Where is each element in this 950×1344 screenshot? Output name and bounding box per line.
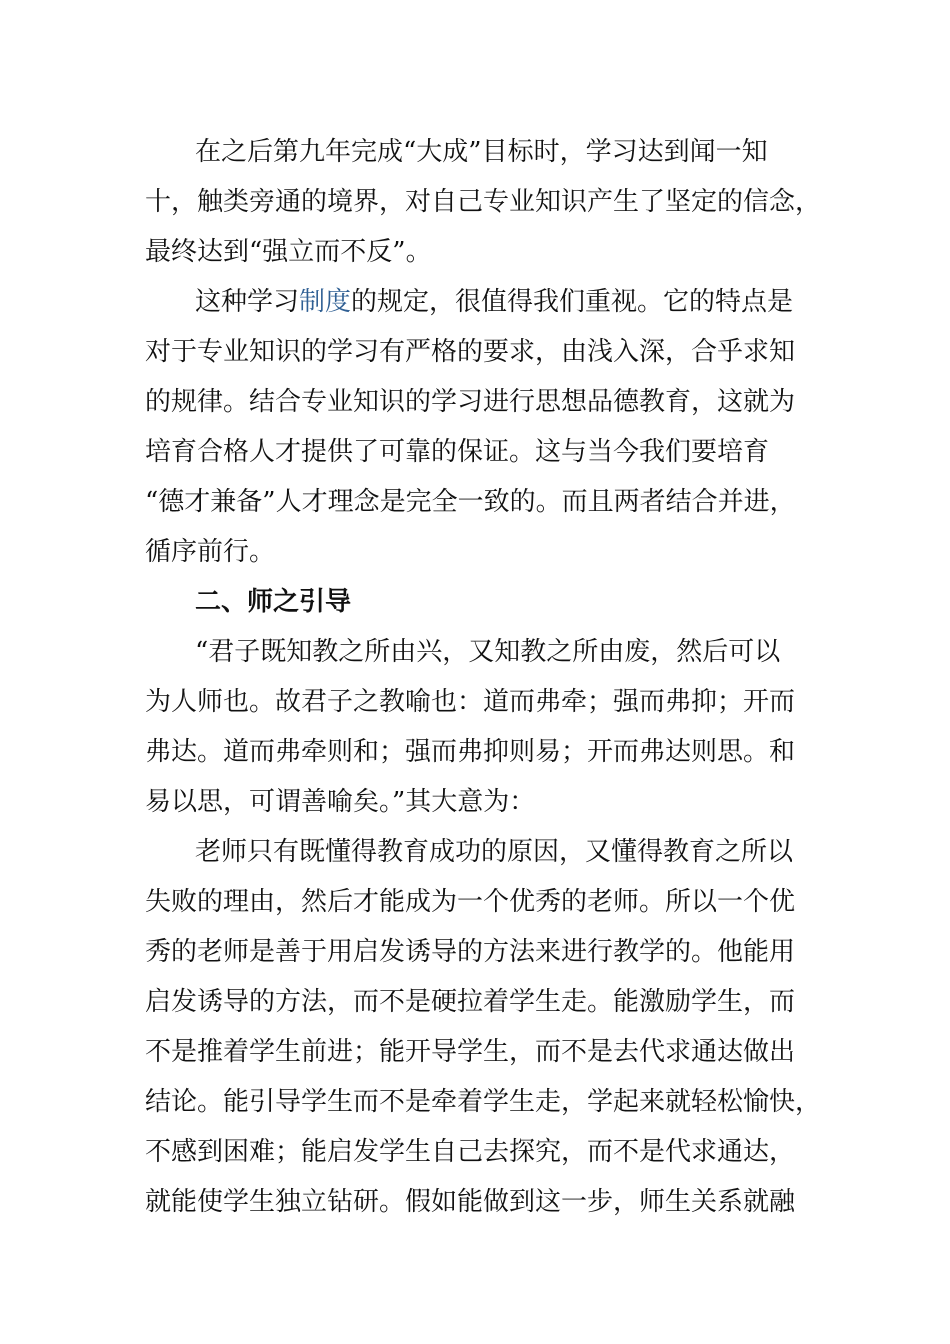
paragraph-4-line-6: 结论。能引导学生而不是牵着学生走，学起来就轻松愉快， bbox=[145, 1087, 822, 1117]
paragraph-4-line-8: 就能使学生独立钻研。假如能做到这一步，师生关系就融 bbox=[145, 1187, 796, 1217]
paragraph-4-line-4: 启发诱导的方法，而不是硬拉着学生走。能激励学生，而 bbox=[145, 987, 796, 1017]
quote-line-1: “君子既知教之所由兴，又知教之所由废，然后可以 bbox=[195, 637, 781, 667]
quote-line-2: 为人师也。故君子之教喻也：道而弗牵；强而弗抑；开而 bbox=[145, 687, 796, 717]
section-heading: 二、师之引导 bbox=[195, 587, 352, 617]
paragraph-4-line-2: 失败的理由，然后才能成为一个优秀的老师。所以一个优 bbox=[145, 887, 796, 917]
paragraph-2-line-2: 对于专业知识的学习有严格的要求，由浅入深，合乎求知 bbox=[145, 337, 796, 367]
paragraph-2-line-6: 循序前行。 bbox=[145, 537, 276, 567]
text-segment: 的规定，很值得我们重视。它的特点是 bbox=[351, 287, 794, 317]
paragraph-1-line-2: 十，触类旁通的境界，对自己专业知识产生了坚定的信念， bbox=[145, 187, 822, 217]
paragraph-4-line-3: 秀的老师是善于用启发诱导的方法来进行教学的。他能用 bbox=[145, 937, 796, 967]
paragraph-2-line-5: “德才兼备”人才理念是完全一致的。而且两者结合并进， bbox=[145, 487, 796, 517]
paragraph-1-line-1: 在之后第九年完成“大成”目标时，学习达到闻一知 bbox=[195, 137, 768, 167]
paragraph-2-line-1 bbox=[195, 287, 793, 317]
paragraph-1-line-3: 最终达到“强立而不反”。 bbox=[145, 237, 432, 267]
quote-line-3: 弗达。道而弗牵则和；强而弗抑则易；开而弗达则思。和 bbox=[145, 737, 796, 767]
paragraph-4-line-5: 不是推着学生前进；能开导学生，而不是去代求通达做出 bbox=[145, 1037, 796, 1067]
paragraph-4-line-7: 不感到困难；能启发学生自己去探究，而不是代求通达， bbox=[145, 1137, 796, 1167]
paragraph-2-line-4: 培育合格人才提供了可靠的保证。这与当今我们要培育 bbox=[145, 437, 770, 467]
system-link[interactable]: 制度 bbox=[299, 287, 352, 317]
text-segment: 这种学习 bbox=[195, 287, 300, 317]
paragraph-2-line-3: 的规律。结合专业知识的学习进行思想品德教育，这就为 bbox=[145, 387, 796, 417]
quote-line-4: 易以思，可谓善喻矣。”其大意为： bbox=[145, 787, 536, 817]
paragraph-4-line-1: 老师只有既懂得教育成功的原因，又懂得教育之所以 bbox=[195, 837, 794, 867]
